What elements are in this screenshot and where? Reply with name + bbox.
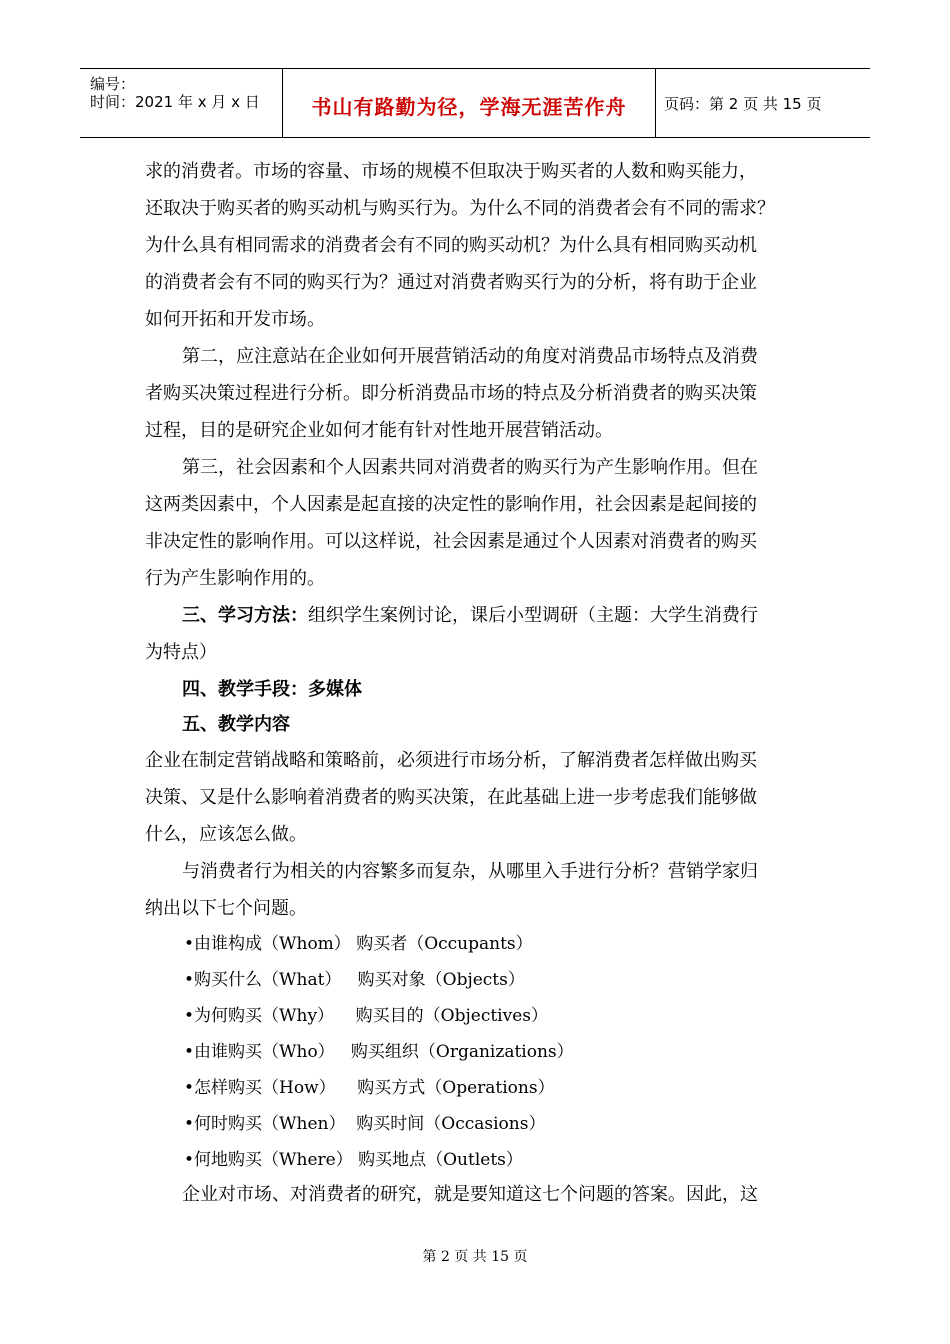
body-line: 过程，目的是研究企业如何才能有针对性地开展营销活动。 xyxy=(145,420,613,441)
list-item: •何地购买（Where） 购买地点（Outlets） xyxy=(184,1150,523,1170)
header-page-info: 页码：第 2 页 共 15 页 xyxy=(664,95,822,113)
section-3 xyxy=(182,604,758,628)
closing-line: 企业对市场、对消费者的研究，就是要知道这七个问题的答案。因此，这 xyxy=(182,1184,758,1205)
body-line: 的消费者会有不同的购买行为？通过对消费者购买行为的分析，将有助于企业 xyxy=(145,272,757,293)
page-header xyxy=(80,68,870,138)
content-line: 企业在制定营销战略和策略前，必须进行市场分析，了解消费者怎样做出购买 xyxy=(145,750,757,771)
header-motto-cell xyxy=(282,69,656,137)
section-3-heading: 三、学习方法： xyxy=(182,605,308,626)
body-line: 如何开拓和开发市场。 xyxy=(145,309,325,330)
section-5-heading: 五、教学内容 xyxy=(182,714,290,735)
list-item: •怎样购买（How） 购买方式（Operations） xyxy=(184,1078,555,1098)
list-item: •由谁构成（Whom） 购买者（Occupants） xyxy=(184,934,533,954)
body-line: 行为产生影响作用的。 xyxy=(145,568,325,589)
document-number: 编号： xyxy=(90,75,136,93)
content-line: 与消费者行为相关的内容繁多而复杂，从哪里入手进行分析？营销学家归 xyxy=(182,861,758,882)
header-page-cell xyxy=(656,69,870,137)
page-footer: 第 2 页 共 15 页 xyxy=(422,1249,528,1265)
body-line: 为什么具有相同需求的消费者会有不同的购买动机？为什么具有相同购买动机 xyxy=(145,235,757,256)
body-line: 非决定性的影响作用。可以这样说，社会因素是通过个人因素对消费者的购买 xyxy=(145,531,757,552)
list-item: •何时购买（When） 购买时间（Occasions） xyxy=(184,1114,546,1134)
list-item: •购买什么（What） 购买对象（Objects） xyxy=(184,970,525,990)
body-line: 者购买决策过程进行分析。即分析消费品市场的特点及分析消费者的购买决策 xyxy=(145,383,757,404)
body-line: 第二，应注意站在企业如何开展营销活动的角度对消费品市场特点及消费 xyxy=(182,346,758,367)
body-line: 这两类因素中，个人因素是起直接的决定性的影响作用，社会因素是起间接的 xyxy=(145,494,757,515)
section-4-heading: 四、教学手段：多媒体 xyxy=(182,679,362,700)
body-line: 还取决于购买者的购买动机与购买行为。为什么不同的消费者会有不同的需求？ xyxy=(145,198,775,219)
header-meta-cell xyxy=(80,69,282,137)
header-motto: 书山有路勤为径，学海无涯苦作舟 xyxy=(311,95,627,119)
document-date: 时间：2021 年 x 月 x 日 xyxy=(90,93,260,111)
body-line: 求的消费者。市场的容量、市场的规模不但取决于购买者的人数和购买能力， xyxy=(145,161,757,182)
list-item: •为何购买（Why） 购买目的（Objectives） xyxy=(184,1006,548,1026)
content-line: 纳出以下七个问题。 xyxy=(145,898,307,919)
list-item: •由谁购买（Who） 购买组织（Organizations） xyxy=(184,1042,574,1062)
section-3-text: 组织学生案例讨论，课后小型调研（主题：大学生消费行 xyxy=(308,605,758,626)
content-line: 什么，应该怎么做。 xyxy=(145,824,307,845)
content-line: 决策、又是什么影响着消费者的购买决策，在此基础上进一步考虑我们能够做 xyxy=(145,787,757,808)
body-line: 第三，社会因素和个人因素共同对消费者的购买行为产生影响作用。但在 xyxy=(182,457,758,478)
section-3-text-cont: 为特点） xyxy=(145,642,217,663)
